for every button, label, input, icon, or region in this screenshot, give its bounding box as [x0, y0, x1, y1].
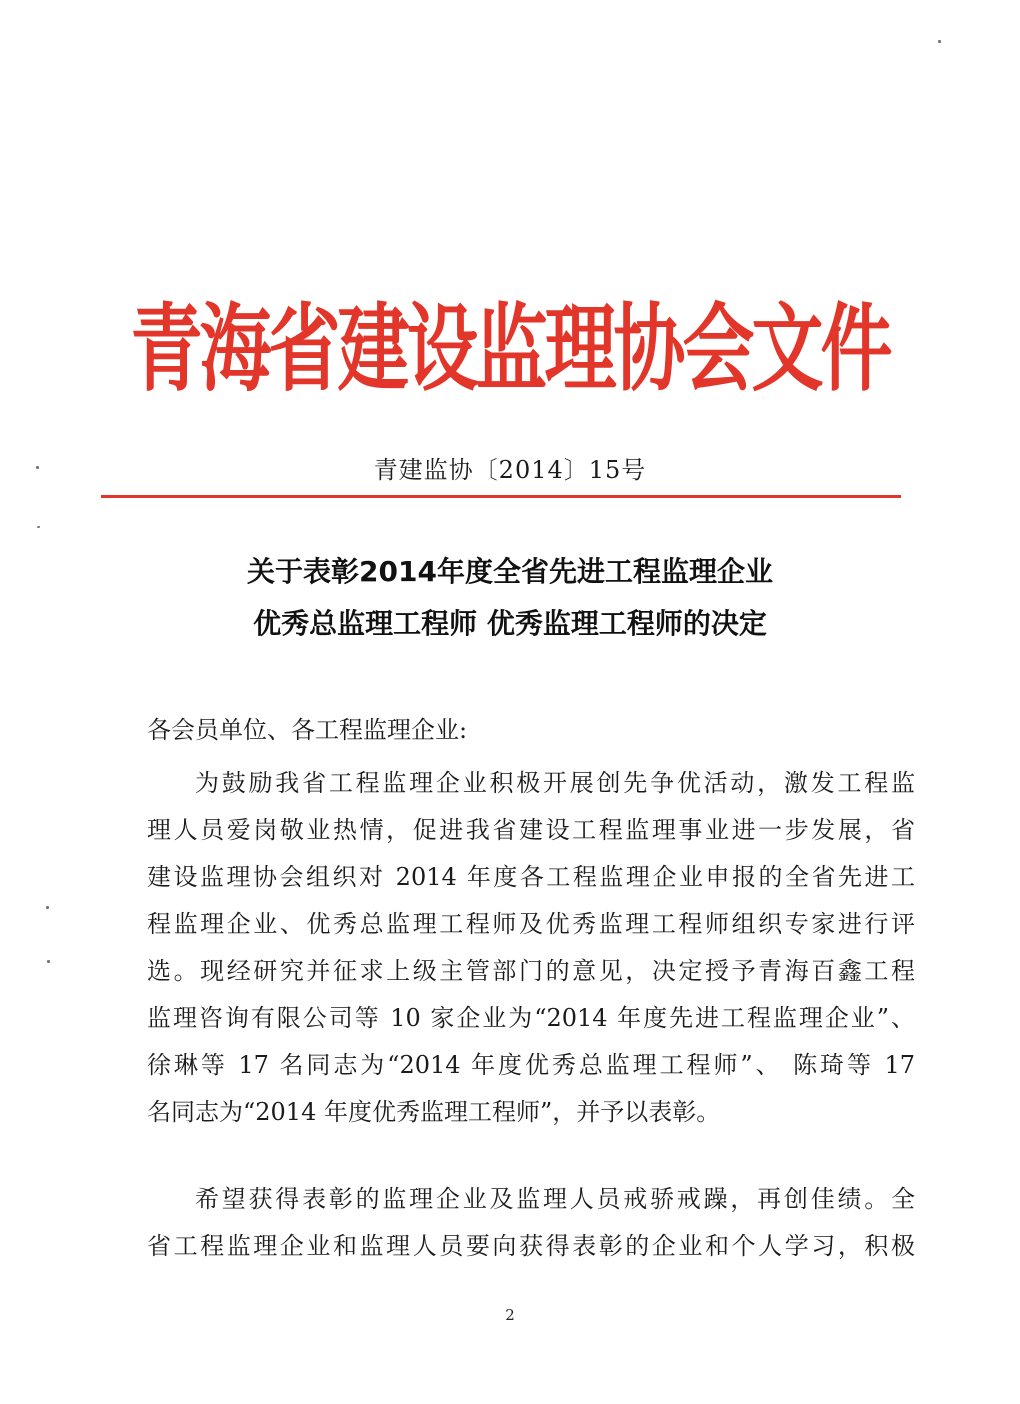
body-line: 程监理企业、优秀总监理工程师及优秀监理工程师组织专家进行评 [147, 910, 915, 938]
body-line: 省工程监理企业和监理人员要向获得表彰的企业和个人学习，积极 [147, 1232, 915, 1260]
scan-speck [47, 960, 50, 963]
salutation-text: 各会员单位、各工程监理企业: [147, 716, 468, 744]
body-paragraph-1 [147, 760, 915, 1136]
body-paragraph-2 [147, 1176, 915, 1270]
body-line: 徐琳等 17 名同志为“2014 年度优秀总监理工程师”、 陈琦等 17 [147, 1051, 915, 1079]
scan-speck [938, 40, 941, 43]
scan-speck [37, 526, 40, 528]
body-line: 希望获得表彰的监理企业及监理人员戒骄戒躁，再创佳绩。全 [195, 1185, 915, 1213]
body-line: 选。现经研究并征求上级主管部门的意见，决定授予青海百鑫工程 [147, 957, 915, 985]
body-line: 理人员爱岗敬业热情，促进我省建设工程监理事业进一步发展，省 [147, 816, 915, 844]
salutation [147, 707, 915, 754]
body-line: 建设监理协会组织对 2014 年度各工程监理企业申报的全省先进工 [147, 863, 915, 891]
body-line: 为鼓励我省工程监理企业积极开展创先争优活动，激发工程监 [195, 769, 915, 797]
body-line: 监理咨询有限公司等 10 家企业为“2014 年度先进工程监理企业”、 [147, 1004, 915, 1032]
decision-heading-line-1: 关于表彰2014年度全省先进工程监理企业 [247, 555, 773, 588]
document-title: 青海省建设监理协会文件 [130, 291, 890, 404]
page-number: 2 [505, 1306, 515, 1324]
document-number: 青建监协〔2014〕15号 [373, 456, 647, 484]
red-divider-line [101, 495, 901, 498]
body-line: 名同志为“2014 年度优秀监理工程师”，并予以表彰。 [147, 1098, 721, 1126]
decision-heading-line-2: 优秀总监理工程师 优秀监理工程师的决定 [253, 607, 767, 640]
scan-speck [46, 906, 49, 909]
